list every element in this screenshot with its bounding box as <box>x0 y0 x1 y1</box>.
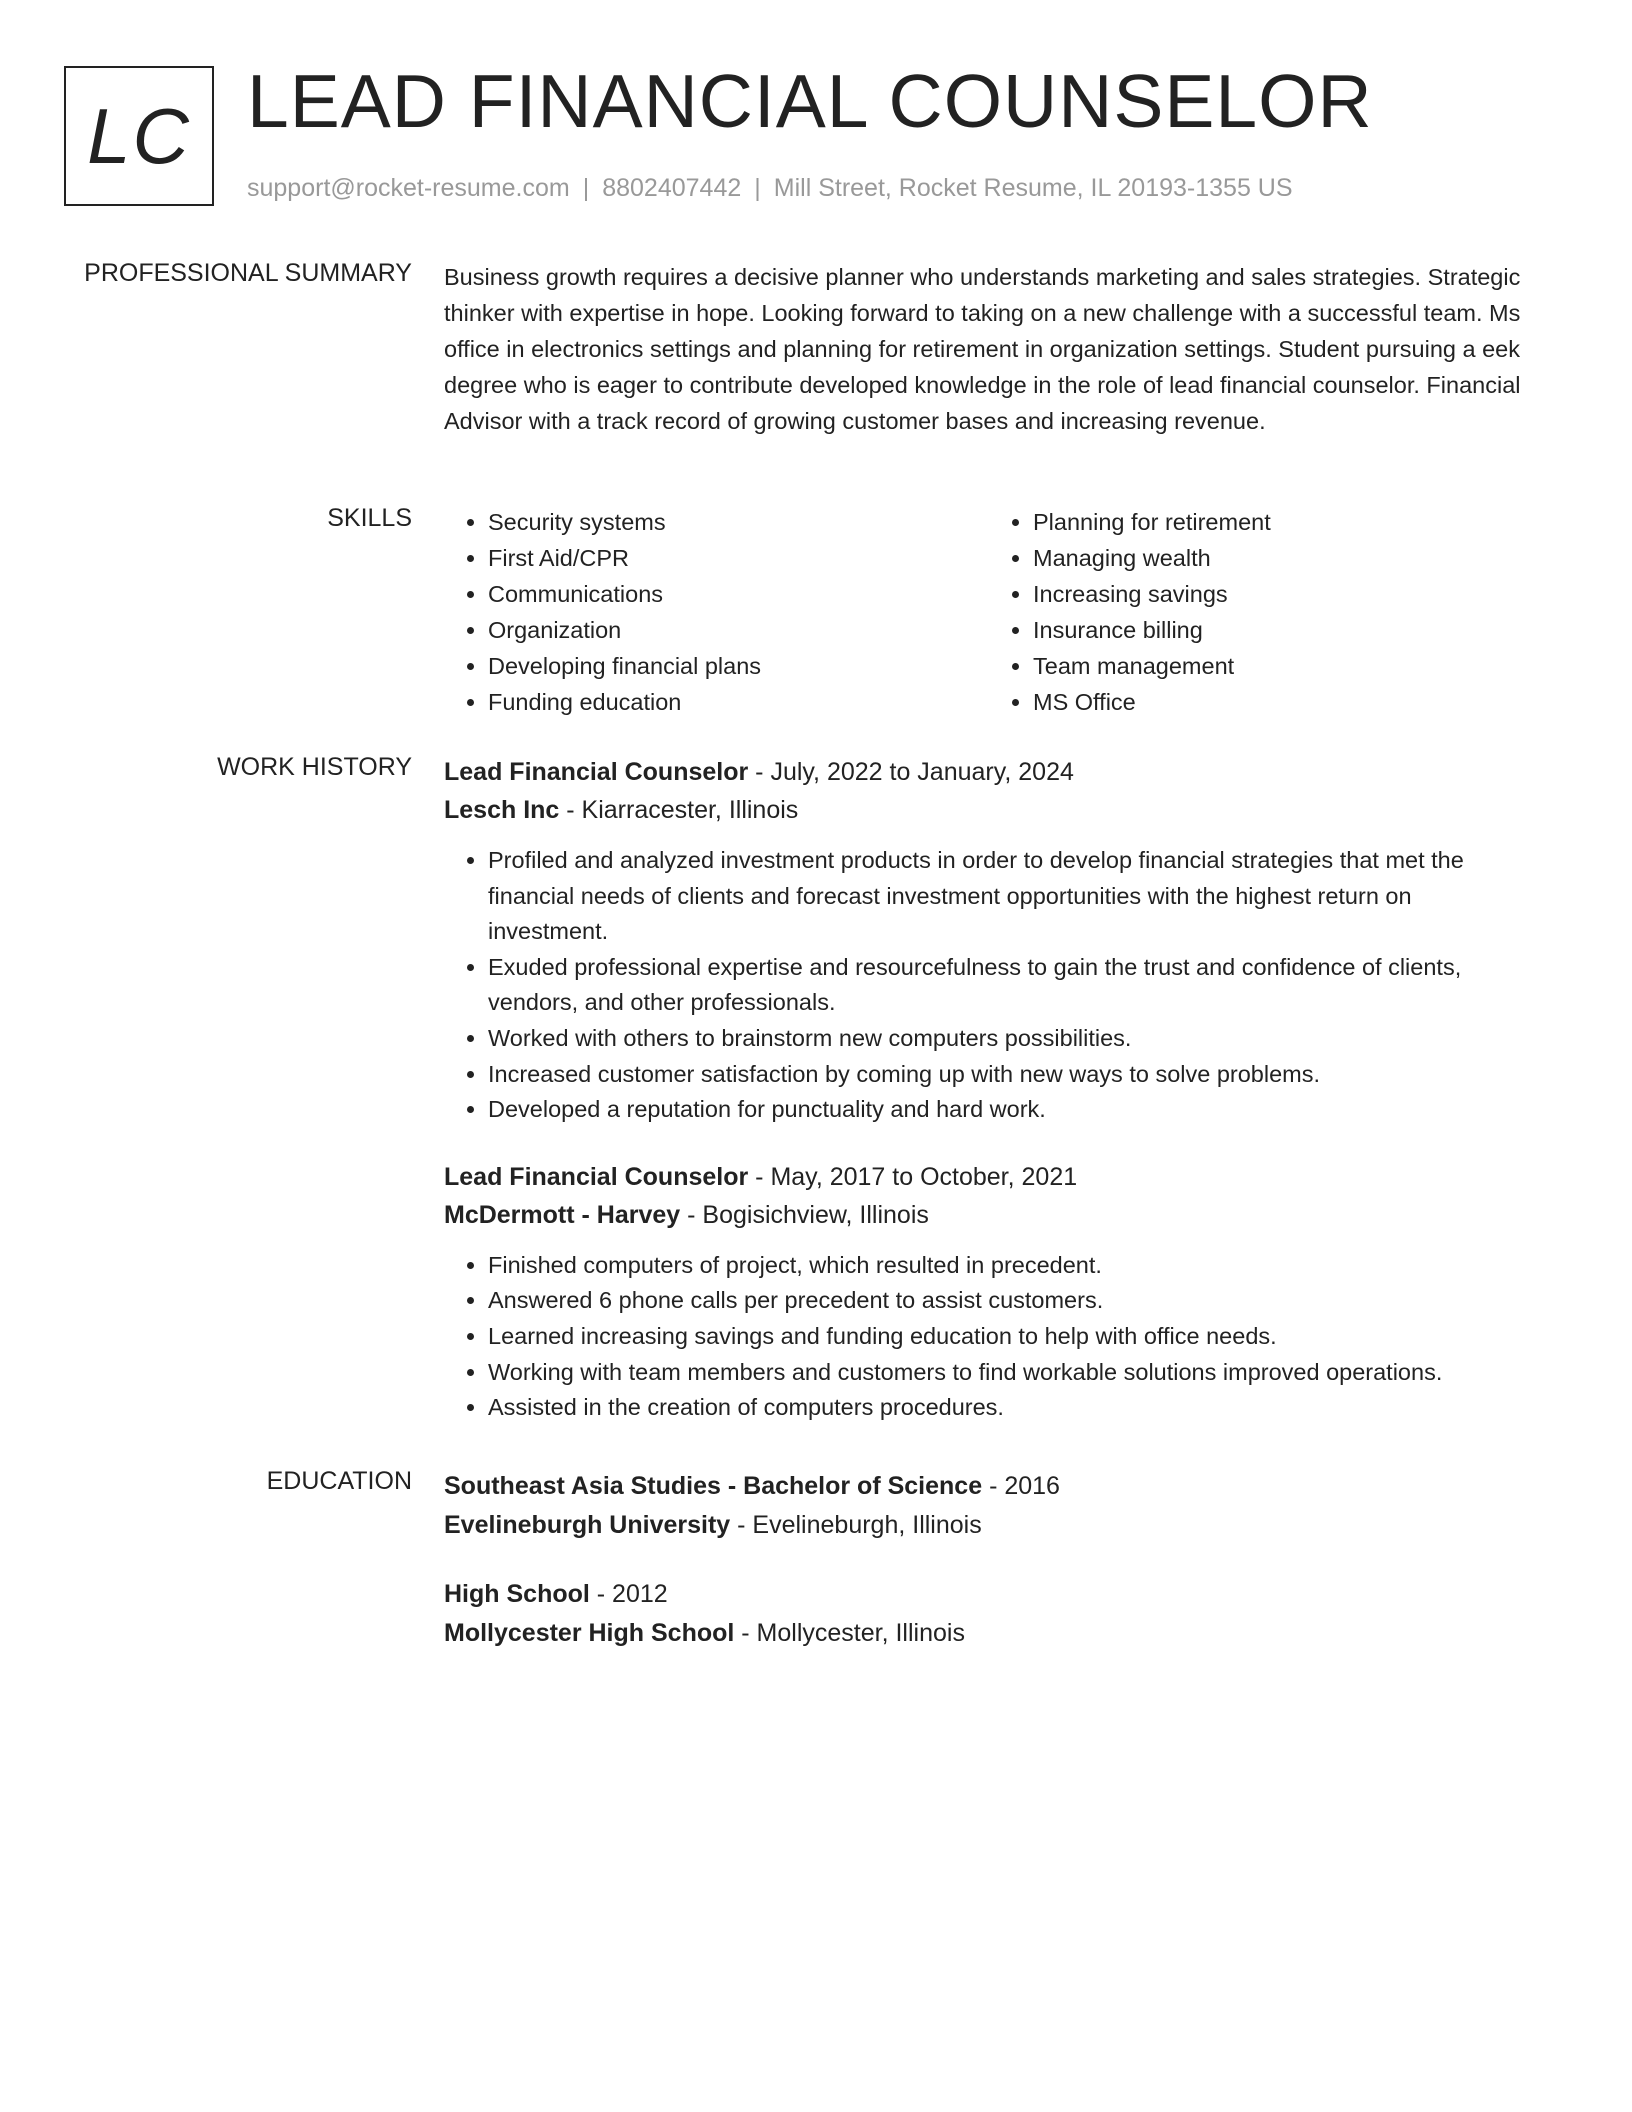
job-entry <box>444 1158 1534 1426</box>
education-school: Evelineburgh University <box>444 1511 731 1539</box>
summary-text: Business growth requires a decisive planner who understands marketing and sales strategies. Strategic thinker with expertise in hope. Looking forward to taking on a new challenge with a successful team. Ms office in electronics settings and planning for retirement in organization settings. Student pursuing a eek degree who is eager to contribute developed knowledge in the role of lead financial counselor. Financial Advisor with a track record of growing customer bases and increasing revenue. <box>444 264 1521 434</box>
job-heading <box>444 753 1534 791</box>
job-employer <box>444 1196 1534 1234</box>
skill-item: • Organization <box>488 612 761 648</box>
education-year: - 2012 <box>589 1580 668 1608</box>
summary-label: PROFESSIONAL SUMMARY <box>84 259 412 287</box>
education-entry <box>444 1467 1534 1545</box>
contact-line <box>247 174 1293 203</box>
education-school-line <box>444 1614 1534 1653</box>
skill-item: • Funding education <box>488 684 761 720</box>
summary-body <box>444 259 1534 439</box>
job-bullet: • Exuded professional expertise and resourcefulness to gain the trust and confidence of clients, vendors, and other professionals. <box>488 950 1534 1021</box>
education-location: - Mollycester, Illinois <box>734 1619 965 1647</box>
skill-item: • Communications <box>488 576 761 612</box>
job-bullets <box>444 843 1534 1128</box>
skill-item: • Insurance billing <box>1033 612 1271 648</box>
education-location: - Evelineburgh, Illinois <box>730 1511 982 1539</box>
job-bullet: • Developed a reputation for punctuality and hard work. <box>488 1092 1534 1128</box>
education-school: Mollycester High School <box>444 1619 735 1647</box>
job-entry <box>444 753 1534 1128</box>
skills-list-left <box>444 504 761 720</box>
skill-item: • First Aid/CPR <box>488 540 761 576</box>
skill-item: • Team management <box>1033 648 1271 684</box>
skill-item: • Managing wealth <box>1033 540 1271 576</box>
contact-separator: | <box>582 174 590 202</box>
skill-item: • Developing financial plans <box>488 648 761 684</box>
job-company: Lesch Inc <box>444 796 560 824</box>
job-title: Lead Financial Counselor <box>444 1162 749 1191</box>
skills-label: SKILLS <box>327 504 412 532</box>
job-bullets <box>444 1248 1534 1426</box>
monogram-initials: LC <box>87 91 191 180</box>
education-degree-line <box>444 1575 1534 1614</box>
job-heading <box>444 1158 1534 1196</box>
job-bullet: • Finished computers of project, which resulted in precedent. <box>488 1248 1534 1284</box>
job-bullet: • Answered 6 phone calls per precedent to assist customers. <box>488 1283 1534 1319</box>
skills-list-right <box>989 504 1271 720</box>
work-body <box>444 753 1534 1426</box>
job-bullet: • Profiled and analyzed investment products in order to develop financial strategies that met the financial needs of clients and forecast investment opportunities with the highest return on investment. <box>488 843 1534 950</box>
skills-body <box>444 504 1534 724</box>
job-employer <box>444 791 1534 829</box>
job-location: - Kiarracester, Illinois <box>559 796 799 824</box>
skill-item: • Security systems <box>488 504 761 540</box>
education-degree-line <box>444 1467 1534 1506</box>
job-location: - Bogisichview, Illinois <box>680 1200 929 1229</box>
job-bullet: • Worked with others to brainstorm new computers possibilities. <box>488 1021 1534 1057</box>
contact-address: Mill Street, Rocket Resume, IL 20193-1355 US <box>773 174 1293 202</box>
job-dates: - May, 2017 to October, 2021 <box>748 1162 1078 1191</box>
education-school-line <box>444 1506 1534 1545</box>
contact-phone: 8802407442 <box>602 174 742 202</box>
job-bullet: • Assisted in the creation of computers procedures. <box>488 1390 1534 1426</box>
job-company: McDermott - Harvey <box>444 1200 681 1229</box>
job-bullet: • Working with team members and customers to find workable solutions improved operations. <box>488 1355 1534 1391</box>
job-title: Lead Financial Counselor <box>444 758 749 786</box>
education-degree: Southeast Asia Studies - Bachelor of Science <box>444 1472 983 1500</box>
education-body <box>444 1467 1534 1653</box>
contact-email: support@rocket-resume.com <box>247 174 570 202</box>
work-label: WORK HISTORY <box>217 753 412 781</box>
education-label: EDUCATION <box>266 1467 412 1495</box>
job-bullet: • Increased customer satisfaction by coming up with new ways to solve problems. <box>488 1057 1534 1093</box>
skill-item: • Planning for retirement <box>1033 504 1271 540</box>
education-entry <box>444 1575 1534 1653</box>
job-dates: - July, 2022 to January, 2024 <box>748 758 1074 786</box>
education-degree: High School <box>444 1580 590 1608</box>
job-bullet: • Learned increasing savings and funding education to help with office needs. <box>488 1319 1534 1355</box>
resume-title: LEAD FINANCIAL COUNSELOR <box>247 59 1373 143</box>
monogram-box <box>64 66 214 206</box>
skill-item: • MS Office <box>1033 684 1271 720</box>
skill-item: • Increasing savings <box>1033 576 1271 612</box>
education-year: - 2016 <box>982 1472 1060 1500</box>
contact-separator: | <box>754 174 761 202</box>
